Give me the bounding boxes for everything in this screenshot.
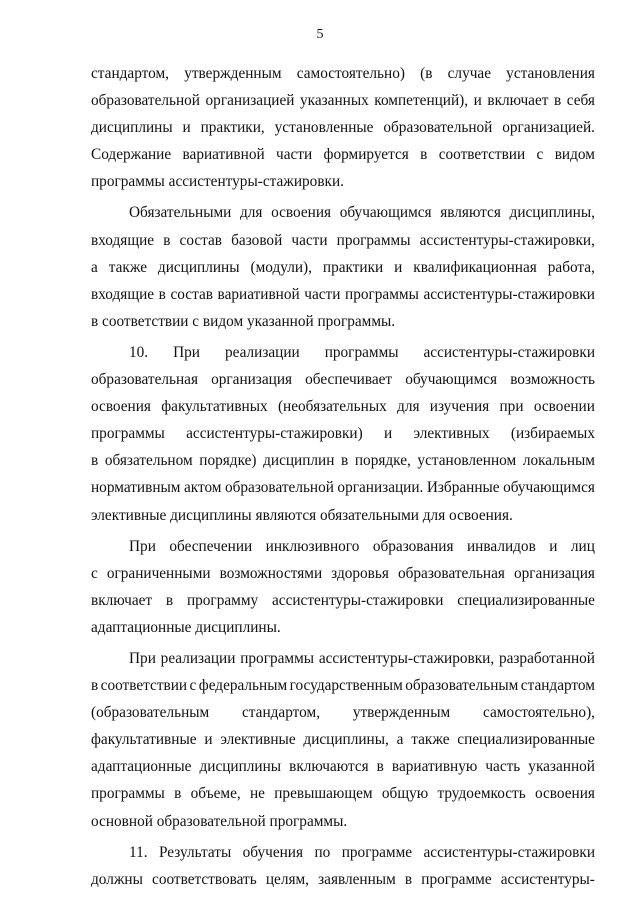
text-line: нормативным актом образовательной организации. Избранные обучающимся <box>91 479 595 497</box>
text-line: 10. При реализации программы ассистентуры-стажировки <box>129 343 595 361</box>
text-line: должны соответствовать целям, заявленным в программе ассистентуры- <box>91 870 595 888</box>
text-line: с ограниченными возможностями здоровья образовательная организация <box>91 564 595 582</box>
paragraph <box>91 533 595 641</box>
paragraph <box>91 645 595 835</box>
text-line: программы ассистентуры-стажировки) и элективных (избираемых <box>91 425 595 443</box>
text-line: программы в объеме, не превышающем общую трудоемкость освоения <box>91 785 595 803</box>
text-line: элективные дисциплины являются обязательными для освоения. <box>91 506 513 524</box>
text-line: Содержание вариативной части формируется в соответствии с видом <box>91 146 595 164</box>
paragraph <box>91 839 595 893</box>
text-line: При реализации программы ассистентуры-стажировки, разработанной <box>129 649 595 667</box>
text-line: При обеспечении инклюзивного образования инвалидов и лиц <box>129 537 595 555</box>
text-line: стандартом, утвержденным самостоятельно) (в случае установления <box>91 65 595 82</box>
text-line: в соответствии с видом указанной программы. <box>91 312 396 330</box>
paragraph <box>91 60 595 195</box>
paragraph <box>91 339 595 529</box>
text-line: дисциплины и практики, установленные образовательной организацией. <box>91 119 595 137</box>
text-line: адаптационные дисциплины. <box>91 618 281 636</box>
text-line: Обязательными для освоения обучающимся являются дисциплины, <box>129 204 595 222</box>
text-line: образовательная организация обеспечивает обучающимся возможность <box>91 371 595 389</box>
text-line: включает в программу ассистентуры-стажировки специализированные <box>91 591 595 609</box>
text-line: а также дисциплины (модули), практики и квалификационная работа, <box>91 258 595 276</box>
text-line: программы ассистентуры-стажировки. <box>91 173 344 191</box>
document-body <box>91 60 595 893</box>
text-line: входящие в состав вариативной части программы ассистентуры-стажировки <box>91 285 595 303</box>
text-line: 11. Результаты обучения по программе ассистентуры-стажировки <box>129 843 595 861</box>
text-line: входящие в состав базовой части программы ассистентуры-стажировки, <box>91 231 595 249</box>
text-line: (образовательным стандартом, утвержденным самостоятельно), <box>91 704 595 722</box>
text-line: адаптационные дисциплины включаются в вариативную часть указанной <box>91 758 595 776</box>
text-line: основной образовательной программы. <box>91 812 348 830</box>
page-number: 5 <box>316 27 324 42</box>
text-line: факультативные и элективные дисциплины, а также специализированные <box>91 731 595 749</box>
paragraph <box>91 199 595 334</box>
text-line: в обязательном порядке) дисциплин в порядке, установленном локальным <box>91 452 595 470</box>
text-line: в соответствии с федеральным государственным образовательным стандартом <box>91 677 595 695</box>
text-line: образовательной организацией указанных компетенций), и включает в себя <box>91 92 595 110</box>
text-line: освоения факультативных (необязательных для изучения при освоении <box>91 398 595 416</box>
